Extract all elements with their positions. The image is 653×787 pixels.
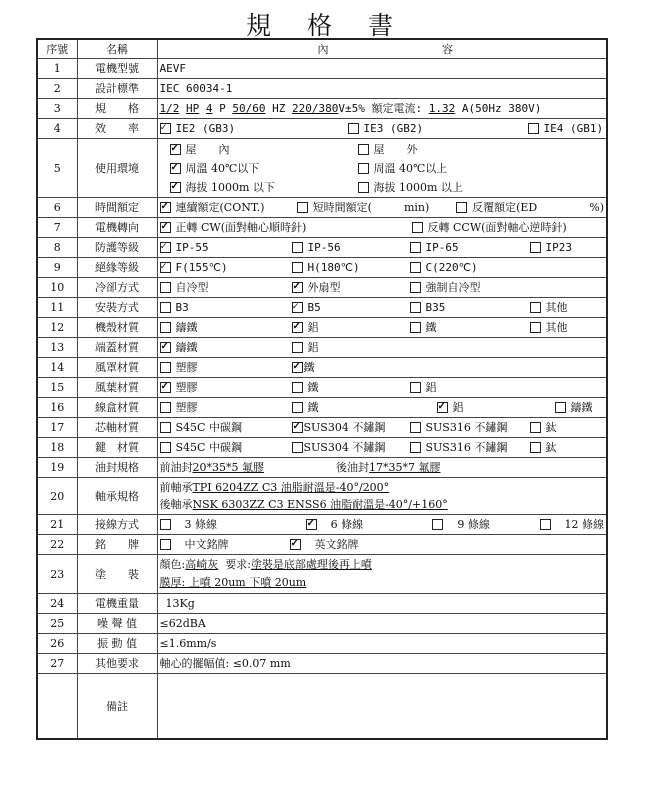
option-label: 其他 — [545, 321, 568, 334]
insulation-c-option[interactable] — [410, 261, 478, 274]
checkbox-checked-icon[interactable] — [437, 402, 448, 413]
indoor-option[interactable] — [170, 143, 358, 156]
row-name: 風葉材質 — [77, 378, 157, 398]
key-s45c-option[interactable] — [160, 441, 292, 454]
design-standard-value: IEC 60034-1 — [157, 79, 607, 99]
row-no: 12 — [37, 318, 77, 338]
checkbox-icon[interactable] — [358, 182, 369, 193]
checkbox-icon[interactable] — [160, 322, 171, 333]
shaft-s45c-option[interactable] — [160, 421, 292, 434]
row-name: 線盒材質 — [77, 398, 157, 418]
row-no: 10 — [37, 278, 77, 298]
paint-color-label: 顏色: — [159, 558, 186, 571]
row-name: 電機重量 — [77, 594, 157, 614]
terminal-box-plastic-option[interactable] — [160, 401, 292, 414]
row-name: 電機轉向 — [77, 218, 157, 238]
checkbox-checked-icon[interactable] — [160, 222, 171, 233]
row-no: 18 — [37, 438, 77, 458]
option-label: B35 — [425, 301, 446, 314]
option-label: 鋁 — [452, 401, 464, 414]
rotation-ccw-option[interactable] — [412, 221, 567, 234]
periodic-duty-option[interactable] — [456, 201, 604, 214]
fan-blade-aluminum-option[interactable] — [410, 381, 437, 394]
option-label: 鐵 — [303, 361, 315, 374]
rear-oil-seal-label: 後油封 — [336, 461, 369, 474]
table-row — [37, 358, 607, 378]
option-label: 塑膠 — [175, 401, 198, 414]
checkbox-icon[interactable] — [528, 123, 539, 134]
row-name: 風罩材質 — [77, 358, 157, 378]
checkbox-checked-icon[interactable] — [290, 539, 301, 550]
endcap-cast-iron-option[interactable] — [160, 341, 292, 354]
table-row — [37, 418, 607, 438]
checkbox-icon[interactable] — [292, 442, 303, 453]
paint-requirement-label: 要求: — [225, 558, 251, 571]
row-no: 4 — [37, 119, 77, 139]
option-label: 3 條線 — [184, 518, 217, 531]
self-cooling-option[interactable] — [160, 281, 292, 294]
terminal-box-cast-iron-option[interactable] — [555, 401, 593, 414]
wiring-6-option[interactable] — [306, 518, 433, 531]
front-oil-seal-value: 20*35*5 氟膠 — [192, 461, 264, 474]
row-no: 11 — [37, 298, 77, 318]
checkbox-icon[interactable] — [348, 123, 359, 134]
row-name: 絕緣等級 — [77, 258, 157, 278]
table-row — [37, 378, 607, 398]
table-header-row — [37, 39, 607, 59]
row-name: 其他要求 — [77, 654, 157, 674]
row-name: 鍵 材質 — [77, 438, 157, 458]
table-row — [37, 458, 607, 478]
header-content-b: 容 — [442, 42, 453, 56]
mount-b35-option[interactable] — [410, 301, 530, 314]
option-label: IP-56 — [307, 241, 341, 254]
option-label: 中文銘牌 — [184, 538, 229, 551]
checkbox-checked-icon[interactable] — [160, 242, 171, 253]
table-row — [37, 478, 607, 515]
checkbox-icon[interactable] — [555, 402, 566, 413]
table-row — [37, 338, 607, 358]
key-titanium-option[interactable] — [530, 441, 557, 454]
row-no: 20 — [37, 478, 77, 515]
checkbox-icon[interactable] — [160, 519, 171, 530]
table-row — [37, 218, 607, 238]
fan-cover-iron-option[interactable] — [292, 361, 315, 374]
terminal-box-aluminum-option[interactable] — [437, 401, 555, 414]
frequency-unit: HZ — [272, 102, 286, 115]
checkbox-checked-icon[interactable] — [170, 163, 181, 174]
fan-blade-plastic-option[interactable] — [160, 381, 292, 394]
row-no: 27 — [37, 654, 77, 674]
row-name: 規 格 — [77, 99, 157, 119]
option-label: IP-65 — [425, 241, 459, 254]
row-name: 油封規格 — [77, 458, 157, 478]
checkbox-icon[interactable] — [358, 163, 369, 174]
option-label: 鈦 — [545, 421, 557, 434]
table-row — [37, 398, 607, 418]
checkbox-icon[interactable] — [358, 144, 369, 155]
option-label: 周溫 40℃以下 — [185, 161, 260, 175]
outdoor-option[interactable] — [358, 143, 418, 156]
option-label: S45C 中碳鋼 — [175, 441, 242, 454]
front-bearing-label: 前軸承 — [159, 481, 193, 494]
table-row — [37, 278, 607, 298]
checkbox-icon[interactable] — [530, 322, 541, 333]
motor-weight-value: 13Kg — [157, 594, 607, 614]
option-label: 短時間額定( — [312, 201, 372, 214]
nameplate-chinese-option[interactable] — [160, 538, 290, 551]
row-name: 電機型號 — [77, 59, 157, 79]
checkbox-icon[interactable] — [160, 422, 171, 433]
checkbox-checked-icon[interactable] — [292, 322, 303, 333]
row-name: 機殼材質 — [77, 318, 157, 338]
checkbox-icon[interactable] — [297, 202, 308, 213]
housing-cast-iron-option[interactable] — [160, 321, 292, 334]
checkbox-icon[interactable] — [412, 222, 423, 233]
shaft-sus304-option[interactable] — [292, 421, 410, 434]
table-row — [37, 515, 607, 535]
key-sus304-option[interactable] — [292, 441, 410, 454]
rated-current-value: 1.32 — [428, 102, 456, 115]
continuous-duty-option[interactable] — [160, 201, 297, 214]
row-name: 端蓋材質 — [77, 338, 157, 358]
row-no: 8 — [37, 238, 77, 258]
option-label: 屋 外 — [373, 142, 418, 156]
row-no: 15 — [37, 378, 77, 398]
insulation-h-option[interactable] — [292, 261, 410, 274]
altitude-above-1000-option[interactable] — [358, 181, 463, 194]
option-label: 9 條線 — [457, 518, 490, 531]
nameplate-english-option[interactable] — [290, 538, 359, 551]
row-name: 防護等級 — [77, 238, 157, 258]
table-row — [37, 535, 607, 555]
pole-unit: P — [219, 102, 226, 115]
rear-oil-seal-value: 17*35*7 氟膠 — [369, 461, 441, 474]
row-name: 接線方式 — [77, 515, 157, 535]
option-label: IP23 — [545, 241, 572, 254]
row-no: 6 — [37, 198, 77, 218]
hp-value: 1/2 — [159, 102, 180, 115]
row-name: 噪 聲 值 — [77, 614, 157, 634]
checkbox-checked-icon[interactable] — [292, 362, 303, 373]
checkbox-icon[interactable] — [456, 202, 467, 213]
row-no: 23 — [37, 555, 77, 594]
forced-cooling-option[interactable] — [410, 281, 481, 294]
row-name: 安裝方式 — [77, 298, 157, 318]
efficiency-ie2-option[interactable] — [160, 122, 348, 135]
efficiency-ie4-option[interactable] — [528, 122, 604, 135]
frequency-value: 50/60 — [232, 102, 266, 115]
option-label: 周溫 40℃以上 — [373, 161, 448, 175]
option-label: C(220℃) — [425, 261, 478, 274]
specification-value — [157, 99, 607, 119]
housing-other-option[interactable] — [530, 321, 568, 334]
checkbox-checked-icon[interactable] — [306, 519, 317, 530]
checkbox-icon[interactable] — [292, 262, 303, 273]
row-name: 塗 裝 — [77, 555, 157, 594]
table-row — [37, 198, 607, 218]
checkbox-icon[interactable] — [292, 242, 303, 253]
table-row — [37, 59, 607, 79]
header-content — [157, 39, 607, 59]
option-label: SUS316 不鏽鋼 — [425, 441, 508, 454]
row-no: 1 — [37, 59, 77, 79]
option-label: S45C 中碳鋼 — [175, 421, 242, 434]
wiring-3-option[interactable] — [160, 518, 306, 531]
option-label: 其他 — [545, 301, 568, 314]
row-name: 冷卻方式 — [77, 278, 157, 298]
checkbox-icon[interactable] — [530, 422, 541, 433]
row-name: 芯軸材質 — [77, 418, 157, 438]
altitude-below-1000-option[interactable] — [170, 181, 358, 194]
document-title: 規 格 書 — [246, 11, 407, 40]
noise-value: ≤62dBA — [157, 614, 607, 634]
option-label: 6 條線 — [330, 518, 364, 531]
ambient-below-40-option[interactable] — [170, 162, 358, 175]
checkbox-checked-icon[interactable] — [170, 144, 181, 155]
option-label: F(155℃) — [175, 261, 228, 274]
row-name: 振 動 值 — [77, 634, 157, 654]
checkbox-checked-icon[interactable] — [292, 302, 303, 313]
checkbox-checked-icon[interactable] — [292, 422, 303, 433]
option-label: 英文銘牌 — [314, 538, 359, 551]
wiring-9-option[interactable] — [432, 518, 539, 531]
checkbox-icon[interactable] — [292, 402, 303, 413]
option-label: 鋁 — [307, 321, 319, 334]
pole-value: 4 — [205, 102, 213, 115]
row-no: 17 — [37, 418, 77, 438]
checkbox-checked-icon[interactable] — [160, 202, 171, 213]
table-row — [37, 238, 607, 258]
checkbox-icon[interactable] — [160, 362, 171, 373]
table-row — [37, 79, 607, 99]
fan-cover-plastic-option[interactable] — [160, 361, 292, 374]
hp-unit: HP — [186, 102, 200, 115]
option-label: 鑄鐵 — [175, 321, 198, 334]
checkbox-icon[interactable] — [410, 442, 421, 453]
option-label: 12 條線 — [564, 518, 604, 531]
option-label: 海拔 1000m 以上 — [373, 180, 463, 194]
checkbox-icon[interactable] — [160, 539, 171, 550]
checkbox-checked-icon[interactable] — [170, 182, 181, 193]
option-label: 屋 內 — [185, 142, 230, 156]
option-label: 鐵 — [307, 401, 319, 414]
header-name: 名稱 — [77, 39, 157, 59]
row-no: 14 — [37, 358, 77, 378]
row-no: 19 — [37, 458, 77, 478]
front-oil-seal-label: 前油封 — [159, 461, 193, 474]
row-no: 7 — [37, 218, 77, 238]
checkbox-icon[interactable] — [410, 242, 421, 253]
paint-film-thickness: 膜厚: 上噴 20um 下噴 20um — [159, 576, 307, 589]
mount-other-option[interactable] — [530, 301, 568, 314]
rotation-cw-option[interactable] — [160, 221, 412, 234]
checkbox-icon[interactable] — [530, 302, 541, 313]
option-label: IE3 (GB2) — [363, 122, 424, 135]
checkbox-icon[interactable] — [410, 282, 421, 293]
terminal-box-iron-option[interactable] — [292, 401, 437, 414]
table-row — [37, 438, 607, 458]
row-no: 3 — [37, 99, 77, 119]
table-row — [37, 594, 607, 614]
row-no: 5 — [37, 139, 77, 198]
remarks-no-cell — [37, 674, 77, 740]
row-no: 2 — [37, 79, 77, 99]
table-row — [37, 258, 607, 278]
option-label-tail: min) — [403, 201, 430, 214]
row-name: 設計標準 — [77, 79, 157, 99]
checkbox-icon[interactable] — [410, 382, 421, 393]
checkbox-icon[interactable] — [530, 442, 541, 453]
mount-b5-option[interactable] — [292, 301, 410, 314]
option-label: 反覆額定(ED — [472, 201, 538, 214]
option-label: IP-55 — [175, 241, 209, 254]
row-no: 16 — [37, 398, 77, 418]
option-label: B3 — [175, 301, 189, 314]
option-label: 自冷型 — [175, 281, 209, 294]
table-row — [37, 555, 607, 594]
checkbox-icon[interactable] — [410, 262, 421, 273]
ip23-option[interactable] — [530, 241, 573, 254]
row-no: 21 — [37, 515, 77, 535]
row-name: 效 率 — [77, 119, 157, 139]
row-no: 24 — [37, 594, 77, 614]
row-name: 銘 牌 — [77, 535, 157, 555]
option-label: SUS304 不鏽鋼 — [303, 421, 386, 434]
option-label: IE2 (GB3) — [175, 122, 236, 135]
table-row — [37, 614, 607, 634]
table-row — [37, 634, 607, 654]
voltage-tail: V±5% 額定電流: — [338, 102, 423, 115]
option-label: 鋁 — [425, 381, 437, 394]
table-row — [37, 298, 607, 318]
housing-aluminum-option[interactable] — [292, 321, 410, 334]
rear-bearing-value: NSK 6303ZZ C3 ENSS6 油脂耐溫是-40°/+160° — [192, 498, 448, 511]
option-label: 鑄鐵 — [175, 341, 198, 354]
option-label: SUS304 不鏽鋼 — [303, 441, 386, 454]
option-label: 強制自冷型 — [425, 281, 481, 294]
remarks-row — [37, 674, 607, 740]
table-row — [37, 119, 607, 139]
checkbox-icon[interactable] — [292, 342, 303, 353]
ip56-option[interactable] — [292, 241, 410, 254]
checkbox-icon[interactable] — [410, 422, 421, 433]
checkbox-icon[interactable] — [292, 382, 303, 393]
external-fan-option[interactable] — [292, 281, 410, 294]
table-row — [37, 139, 607, 198]
option-label: 塑膠 — [175, 361, 198, 374]
option-label: H(180℃) — [307, 261, 360, 274]
housing-iron-option[interactable] — [410, 321, 530, 334]
row-no: 25 — [37, 614, 77, 634]
checkbox-icon[interactable] — [530, 242, 541, 253]
shaft-titanium-option[interactable] — [530, 421, 557, 434]
option-label: 連續額定(CONT.) — [175, 201, 265, 214]
option-label: 鑄鐵 — [570, 401, 593, 414]
checkbox-checked-icon[interactable] — [160, 342, 171, 353]
paint-color-value: 高崎灰 — [185, 558, 219, 571]
checkbox-checked-icon[interactable] — [160, 123, 171, 134]
header-content-a: 內 — [317, 42, 329, 56]
option-label: IE4 (GB1) — [543, 122, 604, 135]
key-sus316-option[interactable] — [410, 441, 530, 454]
checkbox-icon[interactable] — [160, 302, 171, 313]
table-row — [37, 318, 607, 338]
efficiency-ie3-option[interactable] — [348, 122, 528, 135]
short-time-duty-option[interactable] — [297, 201, 456, 214]
fan-blade-iron-option[interactable] — [292, 381, 410, 394]
checkbox-icon[interactable] — [410, 302, 421, 313]
option-label: 鐵 — [425, 321, 437, 334]
front-bearing-value: TPI 6204ZZ C3 油脂耐溫是-40°/200° — [192, 481, 390, 494]
checkbox-checked-icon[interactable] — [292, 282, 303, 293]
option-label: SUS316 不鏽鋼 — [425, 421, 508, 434]
option-label: 鐵 — [307, 381, 319, 394]
option-label: 外扇型 — [307, 281, 341, 294]
row-no: 26 — [37, 634, 77, 654]
spec-table — [36, 38, 608, 740]
row-no: 9 — [37, 258, 77, 278]
checkbox-icon[interactable] — [160, 282, 171, 293]
insulation-f-option[interactable] — [160, 261, 292, 274]
option-label: B5 — [307, 301, 321, 314]
motor-model-value: AEVF — [157, 59, 607, 79]
checkbox-checked-icon[interactable] — [160, 382, 171, 393]
option-label: 鋁 — [307, 341, 319, 354]
table-row — [37, 99, 607, 119]
rear-bearing-label: 後軸承 — [159, 498, 193, 511]
wiring-12-option[interactable] — [540, 518, 605, 531]
ip55-option[interactable] — [160, 241, 292, 254]
row-no: 22 — [37, 535, 77, 555]
remarks-value[interactable] — [157, 674, 607, 740]
shaft-sus316-option[interactable] — [410, 421, 530, 434]
option-label: 塑膠 — [175, 381, 198, 394]
option-label: 海拔 1000m 以下 — [185, 180, 275, 194]
row-name: 使用環境 — [77, 139, 157, 198]
checkbox-icon[interactable] — [432, 519, 443, 530]
checkbox-icon[interactable] — [160, 402, 171, 413]
rated-current-tail: A(50Hz 380V) — [461, 102, 542, 115]
option-label: 正轉 CW(面對軸心順時針) — [175, 221, 307, 234]
row-name: 時間額定 — [77, 198, 157, 218]
ip65-option[interactable] — [410, 241, 530, 254]
mount-b3-option[interactable] — [160, 301, 292, 314]
checkbox-checked-icon[interactable] — [160, 262, 171, 273]
option-label: 反轉 CCW(面對軸心逆時針) — [427, 221, 567, 234]
endcap-aluminum-option[interactable] — [292, 341, 319, 354]
table-row — [37, 654, 607, 674]
checkbox-icon[interactable] — [160, 442, 171, 453]
paint-requirement-value: 塗裝是底部處理後再上噴 — [250, 558, 372, 571]
vibration-value: ≤1.6mm/s — [157, 634, 607, 654]
ambient-above-40-option[interactable] — [358, 162, 448, 175]
checkbox-icon[interactable] — [410, 322, 421, 333]
row-name: 軸承規格 — [77, 478, 157, 515]
remarks-label: 備註 — [77, 674, 157, 740]
other-requirements-value: 軸心的擺幅值: ≤0.07 mm — [157, 654, 607, 674]
header-no: 序號 — [37, 39, 77, 59]
option-label-tail: %) — [589, 201, 604, 214]
checkbox-icon[interactable] — [540, 519, 551, 530]
voltage-value: 220/380 — [292, 102, 339, 115]
option-label: 鈦 — [545, 441, 557, 454]
row-no: 13 — [37, 338, 77, 358]
